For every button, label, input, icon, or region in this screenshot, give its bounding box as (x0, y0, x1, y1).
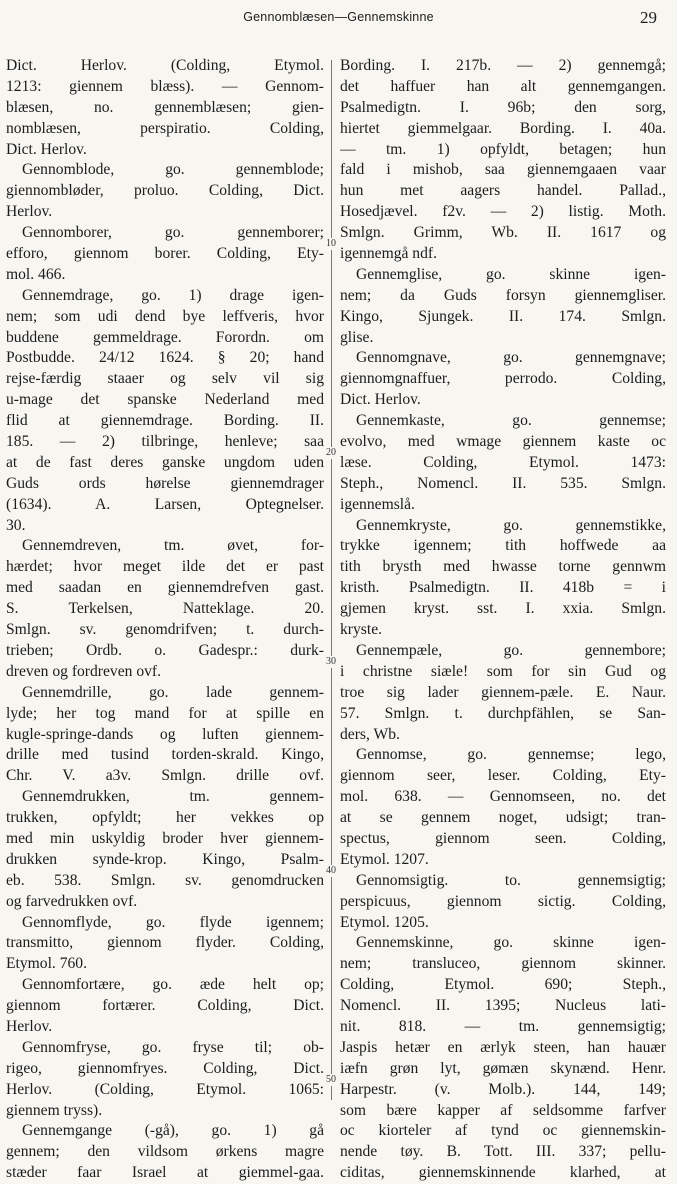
text-line: mol. 466. (6, 265, 66, 283)
text-line: 30. (6, 516, 26, 534)
text-line: Gennomblode, go. gennemblode; (22, 161, 324, 179)
text-line: Herlov. (6, 1017, 53, 1035)
text-line: Gennomflyde, go. flyde igennem; (22, 913, 324, 931)
text-line: nit. 818. — tm. gennemsigtig; (340, 1017, 666, 1035)
text-line: eb. 538. Smlgn. sv. genomdrucken (6, 871, 324, 889)
text-line: Gennemgange (-gå), go. 1) gå (22, 1122, 324, 1140)
text-line: Gennempæle, go. gennembore; (356, 641, 666, 659)
text-line: tith brysth med hwasse torne gennwm (340, 558, 666, 576)
text-line: S. Terkelsen, Natteklage. 20. (6, 600, 324, 618)
text-line: giennomgnaffuer, perrodo. Colding, (340, 370, 666, 388)
text-line: Gennemdrille, go. lade gennem- (22, 683, 324, 701)
text-line: Gennemdrukken, tm. gennem- (22, 788, 324, 806)
text-line: blæsen, no. gennemblæsen; gien- (6, 98, 324, 116)
text-line: Dict. Herlov. (340, 391, 421, 409)
text-line: Gennemglise, go. skinne igen- (356, 265, 666, 283)
column-divider (331, 60, 332, 1100)
text-line: med min uskyldig broder hver giennem- (6, 829, 324, 847)
text-line: gennem; den vildsom ørkens magre (6, 1143, 324, 1161)
text-line: nem; som udi dend bye leffveris, hvor (6, 307, 324, 325)
text-line: Kingo, Sjungek. II. 174. Smlgn. (340, 307, 666, 325)
text-line: Dict. Herlov. (6, 140, 87, 158)
text-line: transmitto, giennom flyder. Colding, (6, 934, 324, 952)
text-line: at de fast deres ganske ungdom uden (6, 453, 324, 471)
running-title: Gennomblæsen—Gennemskinne (243, 10, 434, 24)
text-line: Gennemdreven, tm. øvet, for- (22, 537, 324, 555)
text-line: nem; da Guds forsyn giennemgliser. (340, 286, 666, 304)
text-line: nem; transluceo, giennom skinner. (340, 955, 666, 973)
text-line: efforo, giennom borer. Colding, Ety- (6, 245, 324, 263)
text-line: 1213: giennem blæss). — Gennom- (6, 77, 324, 95)
text-line: Guds ords hørelse giennemdrager (6, 474, 324, 492)
text-line: Herlov. (Colding, Etymol. 1065: (6, 1080, 324, 1098)
text-line: Psalmedigtn. I. 96b; den sorg, (340, 98, 666, 116)
text-line: kristh. Psalmedigtn. II. 418b = i (340, 579, 666, 597)
text-line: trieben; Ordb. o. Gadespr.: durk- (6, 641, 324, 659)
text-line: Herlov. (6, 203, 53, 221)
text-line: igennemgå ndf. (340, 245, 437, 263)
running-header (0, 6, 677, 32)
text-line: u-mage det spanske Nederland med (6, 391, 324, 409)
page-number: 29 (640, 8, 657, 27)
left-column (6, 56, 324, 1184)
text-line: giennombløder, proluo. Colding, Dict. (6, 182, 324, 200)
text-line: 57. Smlgn. t. durchpfählen, se San- (340, 704, 666, 722)
text-line: rigeo, giennomfryes. Colding, Dict. (6, 1059, 324, 1077)
text-line: flid at giennemdrage. Bording. II. (6, 412, 324, 430)
line-number-30: 30 (326, 656, 336, 667)
text-line: Steph., Nomencl. II. 535. Smlgn. (340, 474, 666, 492)
text-line: glise. (340, 328, 374, 346)
text-line: Gennomgnave, go. gennemgnave; (356, 349, 666, 367)
text-line: Gennomborer, go. gennemborer; (22, 224, 324, 242)
text-line: Postbudde. 24/12 1624. § 20; hand (6, 349, 324, 367)
text-line: Gennomsigtig. to. gennemsigtig; (356, 871, 666, 889)
line-number-10: 10 (326, 238, 336, 249)
text-line: Chr. V. a3v. Smlgn. drille ovf. (6, 767, 324, 785)
text-line: nende tøy. B. Tott. III. 337; pellu- (340, 1143, 666, 1161)
text-line: Nomencl. II. 1395; Nucleus lati- (340, 997, 666, 1015)
text-line: Smlgn. sv. genomdrifven; t. durch- (6, 621, 324, 639)
text-line: kryste. (340, 621, 383, 639)
text-line: Smlgn. Grimm, Wb. II. 1617 og (340, 224, 666, 242)
text-line: giennem tryss). (6, 1101, 103, 1119)
text-line: Etymol. 1207. (340, 850, 429, 868)
text-line: hun met aagers handel. Pallad., (340, 182, 666, 200)
text-line: (1634). A. Larsen, Optegnelser. (6, 495, 324, 513)
text-line: Jaspis hetær en ærlyk steen, han hauær (340, 1038, 666, 1056)
text-line: iæfn grøn lyt, gømæn skynænd. Henr. (340, 1059, 666, 1077)
text-line: hiertet giemmelgaar. Bording. I. 40a. (340, 119, 666, 137)
text-line: og farvedrukken ovf. (6, 892, 138, 910)
text-line: læse. Colding, Etymol. 1473: (340, 453, 666, 471)
text-line: 185. — 2) tilbringe, henleve; saa (6, 433, 324, 451)
text-line: Gennomfryse, go. fryse til; ob- (22, 1038, 324, 1056)
text-line: giennom fortærer. Colding, Dict. (6, 997, 324, 1015)
text-line: Harpestr. (v. Molb.). 144, 149; (340, 1080, 666, 1098)
line-number-40: 40 (326, 865, 336, 876)
text-line: drille med tusind torden-skrald. Kingo, (6, 746, 324, 764)
text-line: Gennemkaste, go. gennemse; (356, 412, 666, 430)
text-line: Colding, Etymol. 690; Steph., (340, 976, 666, 994)
text-line: kugle-springe-dands og luften giennem- (6, 725, 324, 743)
text-line: Dict. Herlov. (Colding, Etymol. (6, 57, 324, 74)
text-line: Etymol. 1205. (340, 913, 429, 931)
text-line: Gennemkryste, go. gennemstikke, (356, 516, 666, 534)
text-line: troe sig lader giennem-pæle. E. Naur. (340, 683, 666, 701)
text-line: med saadan en giennemdrefven gast. (6, 579, 324, 597)
text-line: Etymol. 760. (6, 955, 87, 973)
text-line: ciditas, giennemskinnende klarhed, at (340, 1164, 666, 1182)
text-line: lyde; her tog mand for at spille en (6, 704, 324, 722)
text-line: i christne siæle! som for sin Gud og (340, 662, 666, 680)
text-line: spectus, giennom seen. Colding, (340, 829, 666, 847)
text-line: oc kiorteler af tynd oc giennemskin- (340, 1122, 666, 1140)
text-line: perspicuus, giennom sictig. Colding, (340, 892, 666, 910)
text-line: gjemen kryst. sst. I. xxia. Smlgn. (340, 600, 666, 618)
text-line: igennemslå. (340, 495, 415, 513)
text-line: at se gennem noget, udsigt; tran- (340, 809, 666, 827)
line-number-20: 20 (326, 447, 336, 458)
text-line: dreven og fordreven ovf. (6, 662, 162, 680)
text-line: Gennemskinne, go. skinne igen- (356, 934, 666, 952)
text-line: giennom seer, leser. Colding, Ety- (340, 767, 666, 785)
text-line: trykke igennem; tith hoffwede aa (340, 537, 666, 555)
text-line: Gennomse, go. gennemse; lego, (356, 746, 666, 764)
text-line: fald i mishob, saa giennemgaaen vaar (340, 161, 666, 179)
text-line: Gennomfortære, go. æde helt op; (22, 976, 324, 994)
line-number-50: 50 (326, 1074, 336, 1085)
text-line: buddene gemmeldrage. Forordn. om (6, 328, 324, 346)
text-line: evolvo, med wmage giennem kaste oc (340, 433, 666, 451)
text-line: stæder faar Israel at giemmel-gaa. (6, 1164, 324, 1182)
text-line: drukken synde-krop. Kingo, Psalm- (6, 850, 324, 868)
text-line: ders, Wb. (340, 725, 400, 743)
text-line: Hosedjævel. f2v. — 2) listig. Moth. (340, 203, 666, 221)
text-line: Gennemdrage, go. 1) drage igen- (22, 286, 324, 304)
text-line: mol. 638. — Gennomseen, no. det (340, 788, 666, 806)
text-line: hærdet; hvor meget ilde det er past (6, 558, 324, 576)
text-line: det haffuer han alt gennemgangen. (340, 77, 666, 95)
text-line: nomblæsen, perspiratio. Colding, (6, 119, 324, 137)
right-column (340, 56, 666, 1184)
text-line: som bære kapper af seldsomme farfver (340, 1101, 666, 1119)
text-line: — tm. 1) opfyldt, betagen; hun (340, 140, 666, 158)
text-line: trukken, opfyldt; her vekkes op (6, 809, 324, 827)
text-line: Bording. I. 217b. — 2) gennemgå; (340, 57, 666, 74)
text-line: rejse-færdig staaer og selv vil sig (6, 370, 324, 388)
